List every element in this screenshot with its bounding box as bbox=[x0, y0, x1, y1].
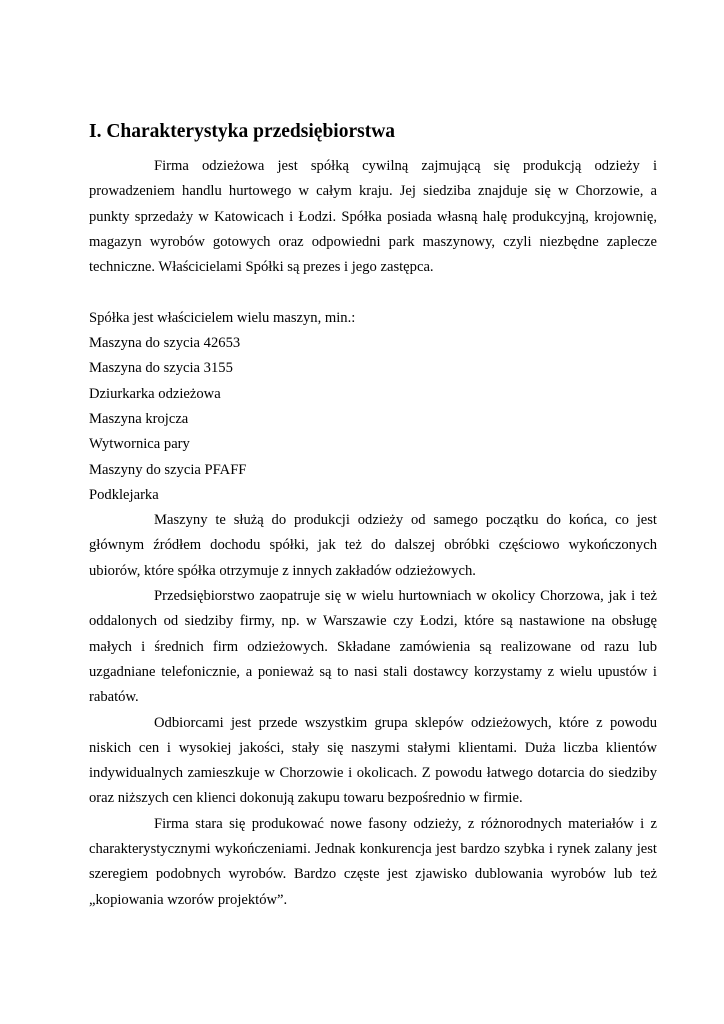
intro-paragraph: Firma odzieżowa jest spółką cywilną zajmującą się produkcją odzieży i prowadzeniem handlu hurtowego w całym kraju. Jej siedziba znajduje się w Chorzowie, a punkty sprzedaży w Katowicach i Łodzi. Spółka posiada własną halę produkcyjną, krojownię, magazyn wyrobów gotowych oraz odpowiedni park maszynowy, czyli niezbędne zaplecze techniczne. Właścicielami Spółki są prezes i jego zastępca. bbox=[89, 158, 657, 276]
machine-item: Podklejarka bbox=[89, 486, 159, 503]
paragraph-spacer bbox=[89, 280, 657, 305]
competition-paragraph: Firma stara się produkować nowe fasony odzieży, z różnorodnych materiałów i z charakterystycznymi wykończeniami. Jednak konkurencja jest bardzo szybka i rynek zalany jest szeregiem podobnych wyrobów. Bardzo częste jest zjawisko dublowania wyrobów lub też „kopiowania wzorów projektów”. bbox=[89, 815, 657, 908]
machines-usage-paragraph: Maszyny te służą do produkcji odzieży od samego początku do końca, co jest głównym źródłem dochodu spółki, jak też do dalszej obróbki częściowo wykończonych ubiorów, które spółka otrzymuje z innych zakładów odzieżowych. bbox=[89, 512, 657, 579]
machine-item: Maszyna krojcza bbox=[89, 410, 189, 427]
section-title: I. Charakterystyka przedsiębiorstwa bbox=[89, 121, 396, 142]
machine-item: Maszyna do szycia 3155 bbox=[89, 360, 233, 377]
suppliers-paragraph: Przedsiębiorstwo zaopatruje się w wielu hurtowniach w okolicy Chorzowa, jak i też oddalonych od siedziby firmy, np. w Warszawie czy Łodzi, które są nastawione na obsługę małych i średnich firm odzieżowych. Składane zamówienia są realizowane od razu lub uzgadniane telefonicznie, a ponieważ są to nasi stali dostawcy korzystamy z wielu upustów i rabatów. bbox=[89, 588, 657, 706]
customers-paragraph: Odbiorcami jest przede wszystkim grupa sklepów odzieżowych, które z powodu niskich cen i wysokiej jakości, stały się naszymi stałymi klientami. Duża liczba klientów indywidualnych zamieszkuje w Chorzowie i okolicach. Z powodu łatwego dotarcia do siedziby oraz niższych cen klienci dokonują zakupu towaru bezpośrednio w firmie. bbox=[89, 714, 657, 807]
machines-list bbox=[89, 331, 657, 508]
machine-item: Maszyna do szycia 42653 bbox=[89, 335, 241, 352]
machine-item: Maszyny do szycia PFAFF bbox=[89, 461, 247, 478]
machine-item: Dziurkarka odzieżowa bbox=[89, 385, 221, 402]
machine-item: Wytwornica pary bbox=[89, 436, 190, 453]
machines-heading: Spółka jest właścicielem wielu maszyn, min.: bbox=[89, 309, 356, 326]
document-page bbox=[89, 119, 657, 913]
